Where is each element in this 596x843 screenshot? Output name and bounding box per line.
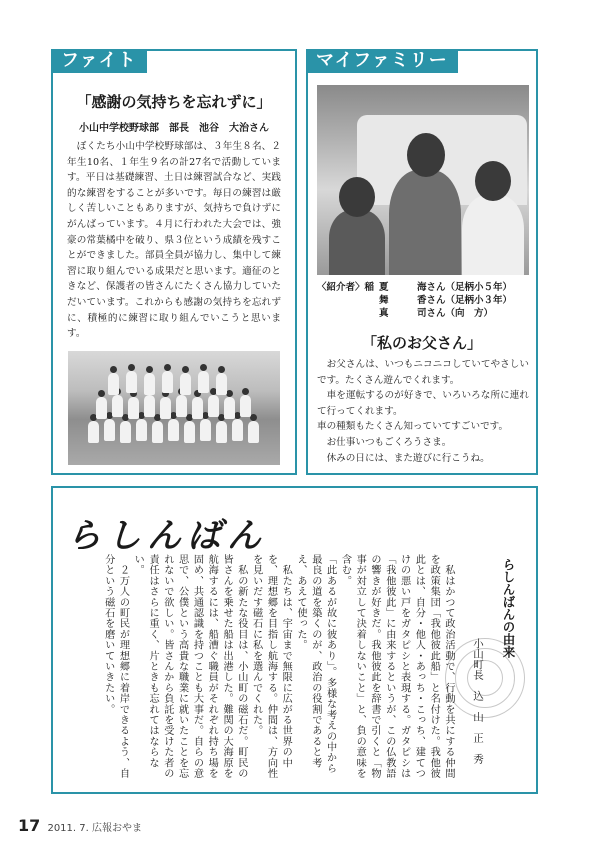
family-body: お父さんは、いつもニコニコしていてやさしいです。たくさん遊んでくれます。 車を運転するのが好きで、いろいろな所に連れて行ってくれます。 車の種類もたくさん知っていてすごいです。 お仕事いつもごくろうさま。 休みの日には、また遊びに行こうね。 xyxy=(317,359,529,464)
team-photo xyxy=(68,351,280,465)
member-initial: 真 xyxy=(379,308,389,319)
member-text: 香さん（足柄小３年） xyxy=(417,295,513,306)
fight-headline: 「感謝の気持ちを忘れずに」 xyxy=(76,93,272,111)
rashinban-column xyxy=(51,486,538,794)
fight-section xyxy=(51,49,297,475)
column-body: 私はかつて政治活動で、行動を共にする仲間を政策集団「我他彼此船」と名付けた。我他彼此とは、自分・他人・あっち・こっち、建てつけの悪い戸をガタピシと表現する。ガタピシは「我他彼此」に由来するというが、この仏教語の響きが好きだ。我他彼此を辞書で引くと「物事が対立して決着しないこと」と、負の意味を含む。 「此あるが故に彼あり」。多様な考えの中から最良の道を築くのが、政治の役割であると考え、あえて使った。 私たちは、宇宙まで無限に広がる世界の中を、理想郷を目指し航海する。仲間は、方向性を見いだす磁石に私を選んでくれた。 私の新たな役目は、小山町の磁石だ。町民の皆さんを乗せた船は出港した。難関の大海原を航海するには、船漕ぐ職員がそれぞれ持ち場を固め、共通認識を持つことも大事だ。自らの意思で、公僕という高貴な職業に就いたことを忘れないで欲しい。皆さんから負託を受けた者の責任はさらに重く、片ときも忘れてはならない。 ２万人の町民が理想郷に着岸できるよう、自分という磁石を磨いていきたい。 xyxy=(102,554,454,779)
page-footer xyxy=(18,816,142,835)
rashinban-logo: らしんばん xyxy=(67,516,267,556)
intro-label: 〈紹介者〉稲 xyxy=(317,282,375,293)
my-family-tab: マイファミリー xyxy=(306,49,458,73)
family-intro xyxy=(317,281,512,320)
fight-body: ぼくたち小山中学校野球部は、３年生８名、２年生10名、１年生９名の計27名で活動しています。平日は基礎練習、土日は練習試合など、実践的な練習をすることが多いです。毎日の練習は厳しく苦しいこともありますが、気持ちで負けずにがんばっています。４月に行われた大会では、強豪の常葉橘中を破り、県３位という成績を残すことができました。部員全員が協力し、集中して練習に取り組んでいる成果だと思います。適征のときなど、保護者の皆さんにたくさん協力していただいています。これからも感謝の気持ちを忘れずに、積極的に練習に取り組んでいこうと思います。 xyxy=(67,141,281,340)
fight-tab: ファイト xyxy=(51,49,147,73)
member-initial: 夏 xyxy=(379,282,389,293)
my-family-section xyxy=(306,49,538,475)
member-text: 司さん（向 方） xyxy=(417,308,494,319)
family-headline: 「私のお父さん」 xyxy=(361,334,482,352)
column-author: 小山町長 込 山 正 秀 xyxy=(472,638,484,764)
publication-name: 広報おやま xyxy=(92,823,142,834)
issue-date: 2011. 7. xyxy=(47,823,89,834)
family-photo xyxy=(317,85,529,275)
column-title: らしんばんの由来 xyxy=(501,558,516,658)
member-initial: 舞 xyxy=(379,295,389,306)
page-number: 17 xyxy=(18,816,41,835)
fight-byline: 小山中学校野球部 部長 池谷 大治さん xyxy=(79,123,269,134)
member-text: 海さん（足柄小５年） xyxy=(417,282,513,293)
